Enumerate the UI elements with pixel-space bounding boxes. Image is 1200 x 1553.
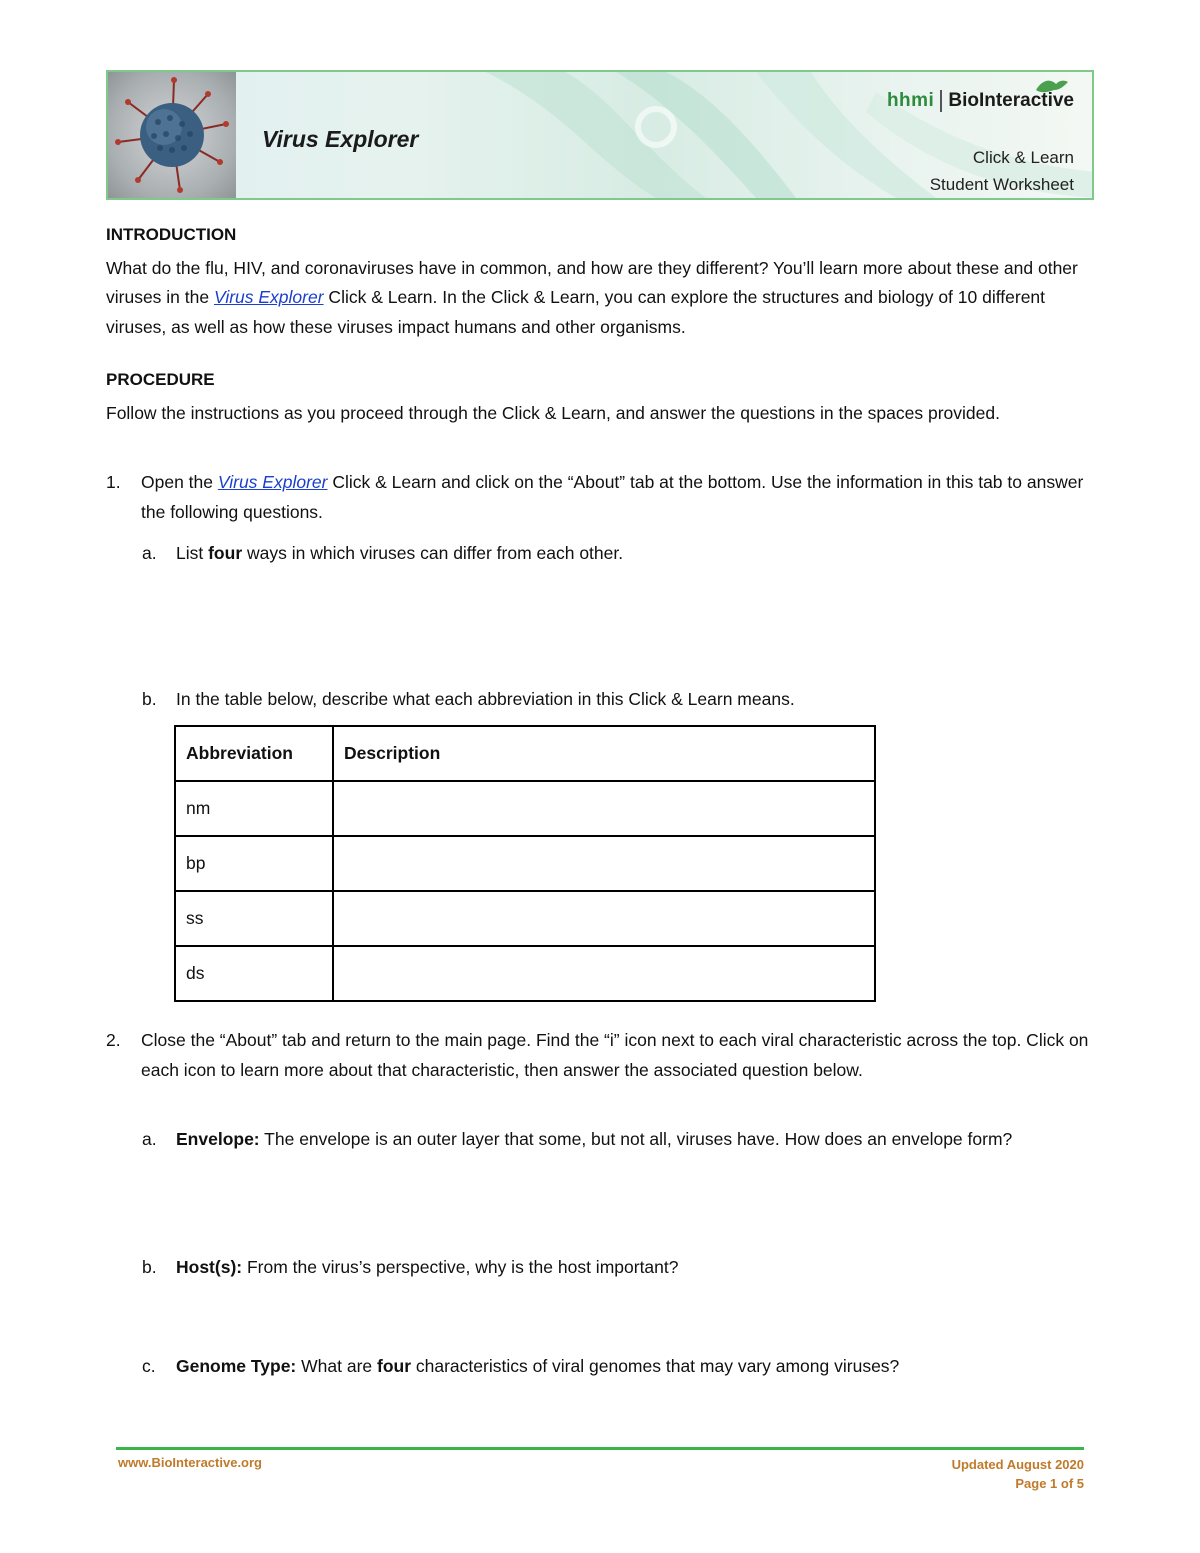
- intro-text-1: What do the flu, HIV, and coronaviruses have in common, and how are they different? You’ll learn more about these and other viruses in the: [106, 257, 1078, 307]
- question-2-text: Close the “About” tab and return to the main page. Find the “i” icon next to each viral characteristic across the top. Click on each icon to learn more about that characteristic, then answer the associated question below.: [141, 1030, 1089, 1080]
- table-header-row: [175, 726, 875, 781]
- virus-explorer-link[interactable]: Virus Explorer: [213, 287, 324, 307]
- q1a-post: ways in which viruses can differ from each other.: [242, 543, 624, 563]
- table-header-description: Description: [333, 726, 875, 781]
- q1-post: Click & Learn and click on the “About” tab at the bottom. Use the information in this tab to answer the following questions.: [141, 472, 1084, 522]
- footer-website-link[interactable]: www.BioInteractive.org: [118, 1455, 262, 1470]
- footer-meta: [952, 1455, 1084, 1493]
- table-cell-description-input[interactable]: [333, 836, 875, 891]
- q1a-bold: four: [208, 543, 243, 563]
- table-cell-description-input[interactable]: [333, 946, 875, 1001]
- hhmi-biointeractive-logo: [887, 90, 1074, 112]
- footer-page-number: Page 1 of 5: [1015, 1476, 1084, 1491]
- banner-subtitles: [930, 144, 1074, 198]
- table-cell-abbr: nm: [175, 781, 333, 836]
- table-cell-abbr: ds: [175, 946, 333, 1001]
- q2c-bold2: four: [377, 1356, 412, 1376]
- question-1-text: [141, 468, 1091, 527]
- intro-heading: INTRODUCTION: [106, 225, 237, 244]
- banner-subtitle-student-worksheet: Student Worksheet: [929, 175, 1074, 194]
- intro-paragraph: [106, 254, 1086, 343]
- virus-image: [108, 72, 236, 198]
- table-cell-abbr: ss: [175, 891, 333, 946]
- procedure-paragraph: Follow the instructions as you proceed through the Click & Learn, and answer the questions in the spaces provided.: [106, 402, 1000, 423]
- question-2a-text: [176, 1125, 1086, 1155]
- question-1b-label: b.: [142, 689, 157, 709]
- banner-subtitle-click-learn: Click & Learn: [972, 148, 1074, 167]
- question-2b-text: [176, 1253, 1086, 1283]
- procedure-heading: PROCEDURE: [106, 370, 215, 389]
- header-banner: [106, 70, 1094, 200]
- q2b-bold: Host(s):: [176, 1257, 243, 1277]
- table-row: [175, 781, 875, 836]
- intro-text-2: Click & Learn. In the Click & Learn, you can explore the structures and biology of 10 different viruses, as well as how these viruses impact humans and other organisms.: [106, 287, 1046, 337]
- q2c-bold: Genome Type:: [176, 1356, 297, 1376]
- logo-hhmi: hhmi: [886, 90, 935, 111]
- q2a-bold: Envelope:: [176, 1129, 260, 1149]
- question-1a-label: a.: [142, 543, 157, 563]
- logo-biointeractive: BioInteractive: [948, 90, 1074, 111]
- q1-pre: Open the: [141, 472, 218, 492]
- table-cell-abbr: bp: [175, 836, 333, 891]
- question-2c-text: [176, 1352, 1086, 1382]
- logo-separator: [940, 90, 942, 112]
- question-2b-label: b.: [142, 1257, 157, 1277]
- q1a-pre: List: [176, 543, 209, 563]
- question-2a-label: a.: [142, 1129, 157, 1149]
- question-2c-label: c.: [142, 1356, 156, 1376]
- table-cell-description-input[interactable]: [333, 891, 875, 946]
- q2c-pre: What are: [296, 1356, 377, 1376]
- abbreviation-table: [174, 725, 876, 1002]
- intro-section: [106, 220, 1086, 342]
- virus-explorer-link-q1[interactable]: Virus Explorer: [217, 472, 328, 492]
- question-1-number: 1.: [106, 472, 121, 492]
- table-cell-description-input[interactable]: [333, 781, 875, 836]
- q2a-text: The envelope is an outer layer that some, but not all, viruses have. How does an envelope form?: [259, 1129, 1013, 1149]
- footer-updated: Updated August 2020: [951, 1457, 1084, 1472]
- q2c-post: characteristics of viral genomes that may vary among viruses?: [411, 1356, 900, 1376]
- question-1a-text: [176, 539, 1086, 569]
- q2b-text: From the virus’s perspective, why is the host important?: [242, 1257, 679, 1277]
- table-row: [175, 891, 875, 946]
- procedure-section: [106, 365, 1086, 428]
- table-row: [175, 946, 875, 1001]
- table-row: [175, 836, 875, 891]
- footer-divider: [116, 1447, 1084, 1450]
- worksheet-title: Virus Explorer: [262, 126, 419, 152]
- question-1b-text: In the table below, describe what each abbreviation in this Click & Learn means.: [176, 689, 795, 709]
- table-header-abbreviation: Abbreviation: [175, 726, 333, 781]
- question-2-number: 2.: [106, 1030, 121, 1050]
